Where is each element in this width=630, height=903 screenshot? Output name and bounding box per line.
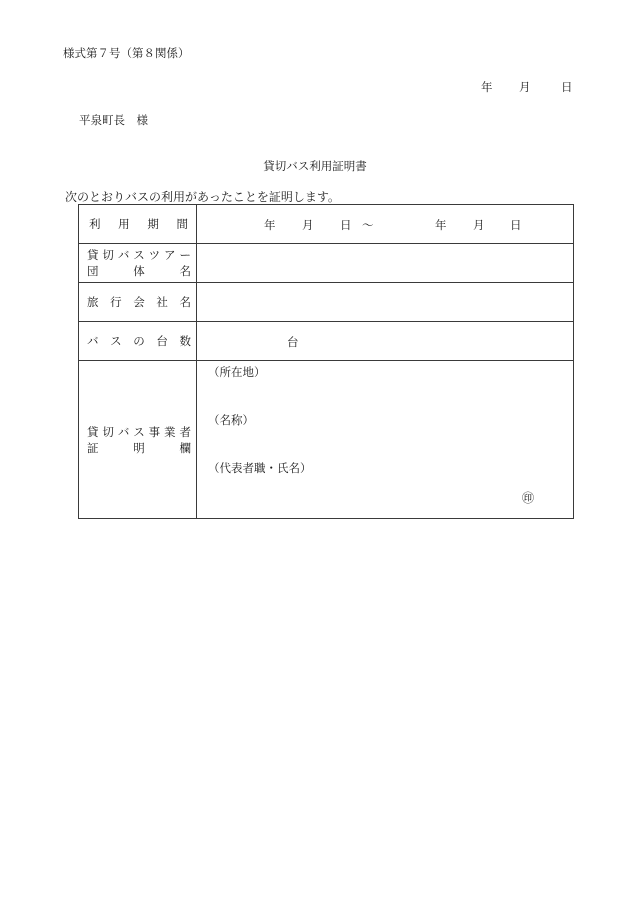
value-bus-count[interactable] [197, 322, 574, 361]
operator-representative-label: （代表者職・氏名） [208, 461, 312, 475]
label-char: バ [117, 248, 130, 262]
label-operator-certification [79, 361, 197, 519]
period-start-month: 月 [302, 218, 314, 232]
period-end-month: 月 [473, 218, 485, 232]
label-char: ス [133, 248, 145, 262]
label-travel-agency-text [79, 294, 196, 310]
label-operator-line2 [79, 440, 196, 456]
label-char: 台 [156, 334, 168, 348]
label-travel-agency [79, 283, 197, 322]
label-char: バ [87, 334, 99, 348]
date-month: 月 [519, 80, 531, 94]
date-day: 日 [561, 80, 573, 94]
label-char: 用 [118, 217, 130, 231]
label-char: 体 [133, 264, 145, 278]
label-char: 事 [148, 424, 161, 439]
label-char: 欄 [179, 440, 191, 455]
label-char: 貸 [87, 424, 99, 439]
value-travel-agency[interactable] [197, 283, 574, 322]
label-char: 切 [102, 248, 114, 262]
date-year: 年 [481, 80, 493, 94]
operator-name-label: （名称） [208, 413, 254, 427]
period-start-day: 日 [340, 218, 352, 232]
label-char: 証 [87, 440, 99, 455]
label-bus-count [79, 322, 197, 361]
label-char: 数 [179, 334, 191, 348]
label-char: ス [110, 334, 122, 348]
label-char: 業 [164, 424, 176, 439]
label-char: 社 [156, 295, 168, 309]
label-char: 貸 [87, 248, 99, 262]
label-bus-count-text [79, 333, 196, 349]
label-char: バ [117, 424, 130, 439]
label-char: 旅 [87, 295, 99, 309]
period-end-year: 年 [435, 218, 447, 232]
intro-text: 次のとおりバスの利用があったことを証明します。 [65, 190, 340, 204]
seal-mark: ㊞ [522, 491, 535, 505]
row-bus-count [79, 322, 574, 361]
label-char: ア [164, 248, 176, 262]
period-end-day: 日 [510, 218, 522, 232]
bus-count-unit: 台 [287, 335, 299, 349]
label-char: 行 [110, 295, 122, 309]
label-char: 切 [102, 424, 114, 439]
label-char: 名 [179, 264, 191, 278]
label-usage-period-text [79, 216, 196, 232]
period-fields [197, 217, 573, 233]
label-operator-line1 [79, 424, 196, 440]
value-operator-certification[interactable] [197, 361, 574, 519]
label-char: 明 [133, 440, 145, 455]
label-char: 利 [89, 217, 101, 231]
row-operator-certification [79, 361, 574, 519]
value-tour-group[interactable] [197, 244, 574, 283]
row-usage-period [79, 205, 574, 244]
period-tilde: ～ [362, 218, 374, 232]
form-number: 様式第７号（第８関係） [63, 46, 190, 60]
period-start-year: 年 [264, 218, 276, 232]
label-char: ス [133, 424, 145, 439]
label-char: 名 [179, 295, 191, 309]
label-usage-period [79, 205, 197, 244]
label-char: 間 [176, 217, 188, 231]
label-char: 期 [147, 217, 159, 231]
operator-address-label: （所在地） [208, 365, 266, 379]
date-line [481, 79, 573, 95]
certificate-table [78, 204, 574, 519]
label-char: ツ [148, 248, 161, 262]
label-char: ー [179, 248, 191, 262]
label-char: 会 [133, 295, 145, 309]
label-tour-group-line1 [79, 247, 196, 263]
label-tour-group [79, 244, 197, 283]
label-char: の [133, 334, 145, 348]
row-travel-agency [79, 283, 574, 322]
row-tour-group [79, 244, 574, 283]
label-tour-group-line2 [79, 263, 196, 279]
value-usage-period[interactable] [197, 205, 574, 244]
addressee: 平泉町長 様 [79, 113, 148, 127]
document-title: 貸切バス利用証明書 [263, 159, 367, 173]
label-char: 者 [179, 424, 191, 439]
label-char: 団 [87, 264, 99, 278]
